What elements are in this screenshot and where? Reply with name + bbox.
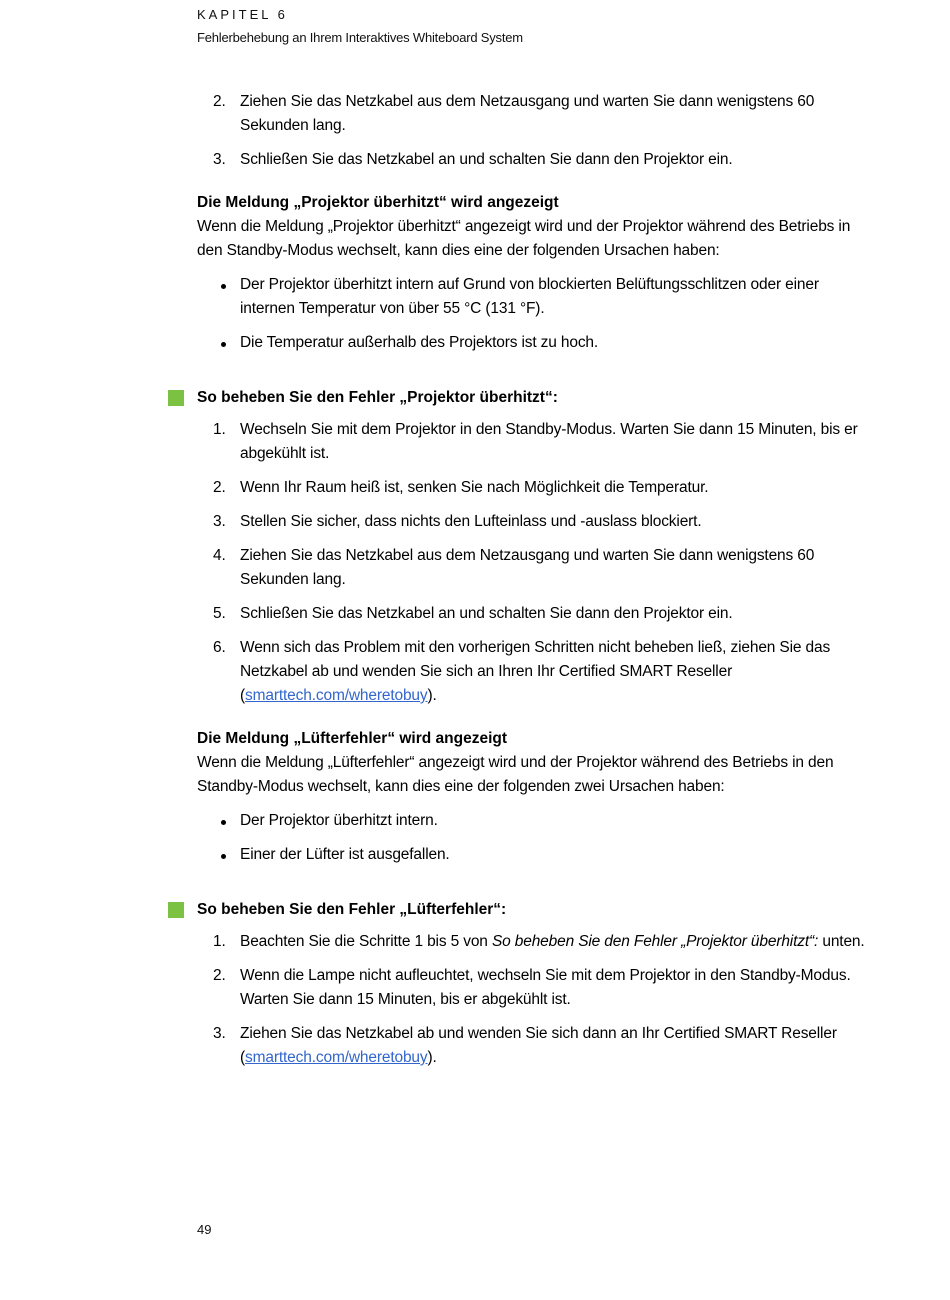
procedure-title-fan	[197, 898, 867, 922]
step-text: Schließen Sie das Netzkabel an und schalten Sie dann den Projektor ein.	[240, 151, 733, 168]
bullet-icon	[221, 854, 226, 859]
intro-steps-list	[197, 90, 867, 172]
reseller-link[interactable]: smarttech.com/wheretobuy	[245, 1049, 428, 1066]
step-number: 6.	[213, 639, 226, 656]
procedure-square-icon	[168, 902, 184, 918]
step-number: 2.	[213, 479, 226, 496]
step-text: Beachten Sie die Schritte 1 bis 5 von	[240, 933, 492, 950]
bullet-icon	[221, 342, 226, 347]
list-item	[197, 510, 867, 534]
step-number: 3.	[213, 1025, 226, 1042]
procedure-square-icon	[168, 390, 184, 406]
step-number: 2.	[213, 967, 226, 984]
step-number: 3.	[213, 151, 226, 168]
step-text: Ziehen Sie das Netzkabel ab und wenden Sie sich dann an Ihr Certified SMART Reseller (	[240, 1025, 837, 1066]
chapter-subtitle: Fehlerbehebung an Ihrem Interaktives Whiteboard System	[197, 30, 523, 45]
procedure-title-text: So beheben Sie den Fehler „Lüfterfehler“:	[197, 901, 507, 918]
fan-intro: Wenn die Meldung „Lüfterfehler“ angezeigt wird und der Projektor während des Betriebs in den Standby-Modus wechselt, kann dies eine der folgenden zwei Ursachen haben:	[197, 754, 834, 795]
list-item	[197, 273, 867, 321]
step-text: Wenn sich das Problem mit den vorherigen Schritten nicht beheben ließ, ziehen Sie das Netzkabel ab und wenden Sie sich an Ihren Ihr Certified SMART Reseller (	[240, 639, 831, 704]
list-item	[197, 90, 867, 138]
overheat-steps-list	[197, 418, 867, 708]
step-reference: So beheben Sie den Fehler „Projektor überhitzt“:	[491, 933, 819, 950]
step-number: 5.	[213, 605, 226, 622]
fan-causes-list	[197, 809, 867, 867]
step-number: 1.	[213, 933, 226, 950]
overheat-causes-list	[197, 273, 867, 355]
step-text-end: ).	[427, 1049, 437, 1066]
section-title-fan: Die Meldung „Lüfterfehler“ wird angezeigt	[197, 730, 508, 747]
overheat-intro: Wenn die Meldung „Projektor überhitzt“ angezeigt wird und der Projektor während des Betriebs in den Standby-Modus wechselt, kann dies eine der folgenden Ursachen haben:	[197, 218, 851, 259]
step-text: Wenn die Lampe nicht aufleuchtet, wechseln Sie mit dem Projektor in den Standby-Modus. Warten Sie dann 15 Minuten, bis er abgekühlt ist.	[240, 967, 851, 1008]
list-item	[197, 148, 867, 172]
list-item	[197, 1022, 867, 1070]
step-text: Wechseln Sie mit dem Projektor in den Standby-Modus. Warten Sie dann 15 Minuten, bis er abgekühlt ist.	[240, 421, 858, 462]
list-item	[197, 418, 867, 466]
list-item	[197, 930, 867, 954]
page-number: 49	[197, 1222, 212, 1237]
chapter-label: KAPITEL 6	[197, 7, 288, 22]
main-content	[197, 90, 867, 1070]
list-item	[197, 544, 867, 592]
list-item	[197, 636, 867, 708]
step-text-end: ).	[427, 687, 437, 704]
list-item	[197, 331, 867, 355]
bullet-icon	[221, 284, 226, 289]
cause-text: Der Projektor überhitzt intern.	[240, 812, 438, 829]
procedure-title-overheat	[197, 386, 867, 410]
step-text-end: unten.	[818, 933, 865, 950]
fan-steps-list	[197, 930, 867, 1070]
step-text: Stellen Sie sicher, dass nichts den Lufteinlass und -auslass blockiert.	[240, 513, 702, 530]
list-item	[197, 843, 867, 867]
step-text: Wenn Ihr Raum heiß ist, senken Sie nach Möglichkeit die Temperatur.	[240, 479, 709, 496]
cause-text: Der Projektor überhitzt intern auf Grund von blockierten Belüftungsschlitzen oder einer internen Temperatur von über 55 °C (131 °F).	[240, 276, 819, 317]
step-number: 3.	[213, 513, 226, 530]
bullet-icon	[221, 820, 226, 825]
cause-text: Die Temperatur außerhalb des Projektors ist zu hoch.	[240, 334, 599, 351]
section-title-overheat: Die Meldung „Projektor überhitzt“ wird angezeigt	[197, 194, 559, 211]
reseller-link[interactable]: smarttech.com/wheretobuy	[245, 687, 428, 704]
step-text: Ziehen Sie das Netzkabel aus dem Netzausgang und warten Sie dann wenigstens 60 Sekunden lang.	[240, 93, 815, 134]
step-text: Schließen Sie das Netzkabel an und schalten Sie dann den Projektor ein.	[240, 605, 733, 622]
step-text: Ziehen Sie das Netzkabel aus dem Netzausgang und warten Sie dann wenigstens 60 Sekunden lang.	[240, 547, 815, 588]
procedure-title-text: So beheben Sie den Fehler „Projektor überhitzt“:	[197, 389, 558, 406]
step-number: 1.	[213, 421, 226, 438]
step-number: 2.	[213, 93, 226, 110]
cause-text: Einer der Lüfter ist ausgefallen.	[240, 846, 450, 863]
list-item	[197, 964, 867, 1012]
step-number: 4.	[213, 547, 226, 564]
list-item	[197, 809, 867, 833]
list-item	[197, 602, 867, 626]
list-item	[197, 476, 867, 500]
